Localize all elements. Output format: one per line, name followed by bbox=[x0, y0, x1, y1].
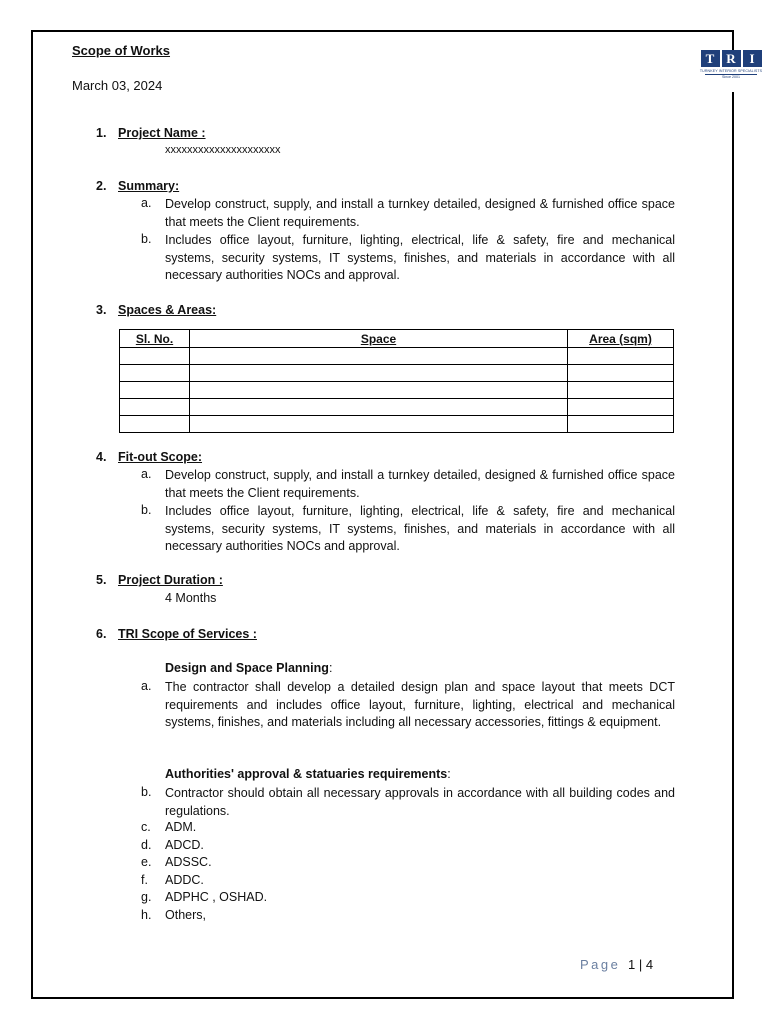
page-total: 4 bbox=[645, 957, 654, 972]
project-name-value: xxxxxxxxxxxxxxxxxxxxx bbox=[165, 144, 281, 156]
logo-letter: T bbox=[701, 50, 720, 67]
section-number: 6. bbox=[96, 627, 107, 641]
column-header-space: Space bbox=[190, 330, 568, 348]
list-item: ADM. bbox=[165, 820, 197, 834]
services-item-a: The contractor shall develop a detailed design plan and space layout that meets DCT requirements and includes office layout, furniture, lighting, electrical and mechanical systems, finishes, and materials including all necessary accessories, fittings & equipment. bbox=[165, 680, 675, 730]
company-logo bbox=[697, 50, 765, 92]
list-letter: a. bbox=[141, 679, 152, 693]
list-letter: d. bbox=[141, 838, 152, 852]
table-header-row bbox=[120, 330, 674, 348]
authorities-subheading bbox=[165, 767, 451, 781]
fitout-item-a: Develop construct, supply, and install a turnkey detailed, designed & furnished office space that meets the Client requirements. bbox=[165, 468, 675, 500]
list-letter: c. bbox=[141, 820, 151, 834]
logo-letter: R bbox=[722, 50, 741, 67]
list-letter: g. bbox=[141, 890, 152, 904]
section-number: 5. bbox=[96, 573, 107, 587]
design-subheading bbox=[165, 661, 332, 675]
page-separator: | bbox=[638, 957, 643, 972]
table-cell bbox=[568, 382, 674, 399]
table-row bbox=[120, 399, 674, 416]
design-subheading-text: Design and Space Planning bbox=[165, 661, 329, 675]
list-letter: f. bbox=[141, 873, 148, 887]
column-header-area: Area (sqm) bbox=[568, 330, 674, 348]
table-cell bbox=[568, 399, 674, 416]
table-cell bbox=[568, 365, 674, 382]
list-letter: a. bbox=[141, 196, 152, 210]
section-number: 1. bbox=[96, 126, 107, 140]
authorities-subheading-text: Authorities' approval & statuaries requirements bbox=[165, 767, 448, 781]
table-row bbox=[120, 348, 674, 365]
summary-item-a: Develop construct, supply, and install a turnkey detailed, designed & furnished office space that meets the Client requirements. bbox=[165, 197, 675, 229]
section-number: 3. bbox=[96, 303, 107, 317]
section-number: 2. bbox=[96, 179, 107, 193]
logo-tagline: TURNKEY INTERIOR SPECIALISTS bbox=[699, 69, 763, 73]
table-cell bbox=[190, 382, 568, 399]
page-current: 1 bbox=[628, 957, 636, 972]
list-letter: b. bbox=[141, 232, 152, 246]
section-heading-fitout: Fit-out Scope: bbox=[118, 450, 203, 464]
table-cell bbox=[120, 399, 190, 416]
table-cell bbox=[190, 365, 568, 382]
section-heading-project-name: Project Name : bbox=[118, 126, 206, 140]
list-letter: a. bbox=[141, 467, 152, 481]
column-header-sl-no: Sl. No. bbox=[120, 330, 190, 348]
table-cell bbox=[120, 348, 190, 365]
section-heading-summary: Summary: bbox=[118, 179, 180, 193]
design-subheading-colon: : bbox=[328, 661, 333, 675]
list-item: Others, bbox=[165, 908, 206, 922]
section-number: 4. bbox=[96, 450, 107, 464]
section-heading-tri-services: TRI Scope of Services : bbox=[118, 627, 257, 641]
table-cell bbox=[190, 348, 568, 365]
table-row bbox=[120, 382, 674, 399]
list-letter: e. bbox=[141, 855, 152, 869]
section-heading-duration: Project Duration : bbox=[118, 573, 223, 587]
table-cell bbox=[568, 348, 674, 365]
document-date: March 03, 2024 bbox=[72, 78, 163, 93]
project-duration-value: 4 Months bbox=[165, 591, 217, 605]
summary-item-b: Includes office layout, furniture, lighting, electrical, life & safety, fire and mechanical systems, security systems, IT systems, finishes, and materials in accordance with all necessary authorities NOCs and approval. bbox=[165, 233, 675, 283]
table-cell bbox=[120, 416, 190, 433]
list-letter: h. bbox=[141, 908, 152, 922]
services-item-b: Contractor should obtain all necessary approvals in accordance with all building codes and regulations. bbox=[165, 786, 675, 818]
logo-letter: I bbox=[743, 50, 762, 67]
list-item: ADCD. bbox=[165, 838, 204, 852]
table-cell bbox=[190, 416, 568, 433]
table-cell bbox=[568, 416, 674, 433]
list-letter: b. bbox=[141, 503, 152, 517]
page-footer bbox=[580, 957, 653, 972]
section-heading-spaces: Spaces & Areas: bbox=[118, 303, 217, 317]
table-row bbox=[120, 365, 674, 382]
table-row bbox=[120, 416, 674, 433]
list-item: ADSSC. bbox=[165, 855, 212, 869]
list-item: ADPHC , OSHAD. bbox=[165, 890, 268, 904]
logo-since: Since 2001 bbox=[705, 74, 757, 79]
authorities-subheading-colon: : bbox=[447, 767, 451, 781]
fitout-item-b: Includes office layout, furniture, lighting, electrical, life & safety, fire and mechanical systems, security systems, IT systems, finishes, and materials in accordance with all necessary authorities NOCs and approval. bbox=[165, 504, 675, 554]
list-letter: b. bbox=[141, 785, 152, 799]
table-cell bbox=[190, 399, 568, 416]
page-label: Page bbox=[580, 957, 621, 972]
list-item: ADDC. bbox=[165, 873, 204, 887]
table-cell bbox=[120, 382, 190, 399]
spaces-table bbox=[119, 329, 674, 433]
document-title: Scope of Works bbox=[72, 43, 171, 58]
table-cell bbox=[120, 365, 190, 382]
